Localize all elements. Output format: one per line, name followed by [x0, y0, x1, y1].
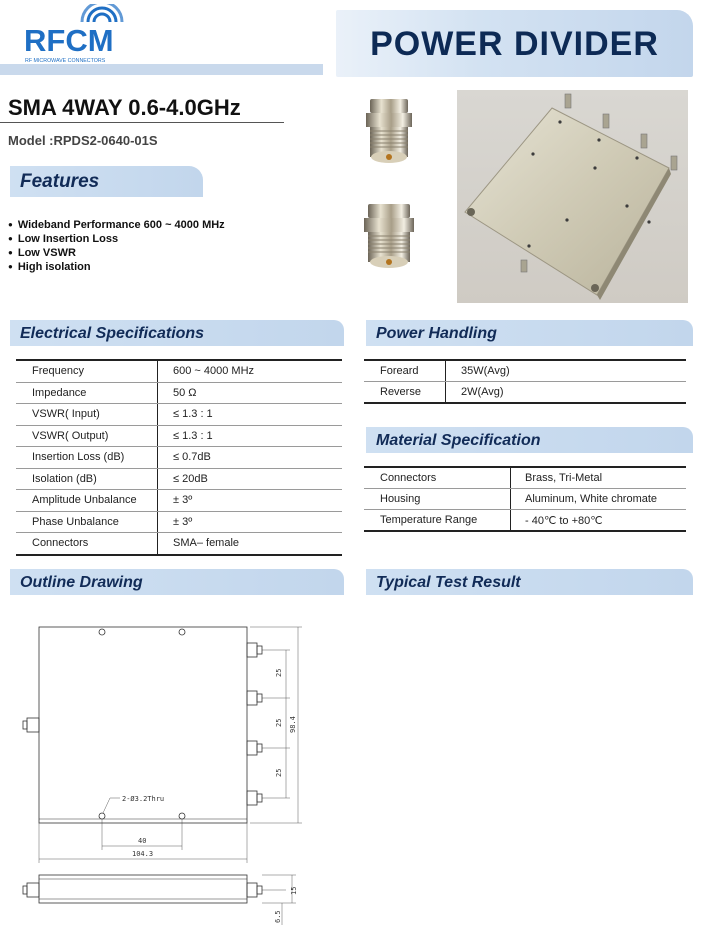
- spec-value: ≤ 1.3 : 1: [158, 425, 343, 447]
- electrical-heading: Electrical Specifications: [20, 325, 205, 342]
- spec-label: Temperature Range: [364, 510, 511, 532]
- dim-side-offset: 6.5: [274, 910, 282, 923]
- feature-item: ● Low VSWR: [8, 246, 225, 260]
- spec-value: - 40℃ to +80℃: [511, 510, 687, 532]
- table-row: [364, 467, 686, 489]
- power-heading: Power Handling: [376, 325, 497, 342]
- material-header: [366, 427, 693, 453]
- spec-label: Insertion Loss (dB): [16, 447, 158, 469]
- spec-value: 35W(Avg): [446, 360, 687, 382]
- table-row: [364, 510, 686, 532]
- table-row: [16, 360, 342, 382]
- table-row: [364, 382, 686, 404]
- table-row: [16, 511, 342, 533]
- spec-label: VSWR( Input): [16, 404, 158, 426]
- table-row: [16, 382, 342, 404]
- feature-item: ● Wideband Performance 600 ~ 4000 MHz: [8, 218, 225, 232]
- spec-value: Brass, Tri-Metal: [511, 467, 687, 489]
- table-row: [16, 425, 342, 447]
- table-row: [16, 447, 342, 469]
- sma-connector-photo: [352, 97, 422, 169]
- spec-label: Housing: [364, 489, 511, 510]
- dim-pitch: 25: [275, 718, 283, 727]
- dim-hole-spacing: 40: [138, 837, 147, 845]
- dim-pitch: 25: [275, 768, 283, 777]
- spec-value: 2W(Avg): [446, 382, 687, 404]
- dim-side-height: 15: [290, 886, 298, 895]
- spec-label: VSWR( Output): [16, 425, 158, 447]
- outline-drawing: [10, 605, 310, 931]
- table-row: [364, 489, 686, 510]
- table-row: [16, 404, 342, 426]
- model-number: Model :RPDS2-0640-01S: [8, 133, 158, 148]
- spec-value: ≤ 20dB: [158, 468, 343, 490]
- electrical-spec-table: [16, 359, 342, 556]
- test-heading: Typical Test Result: [376, 574, 521, 591]
- page-title: POWER DIVIDER: [370, 25, 659, 63]
- spec-label: Isolation (dB): [16, 468, 158, 490]
- spec-label: Connectors: [16, 533, 158, 555]
- spec-label: Connectors: [364, 467, 511, 489]
- dim-pitch: 25: [275, 668, 283, 677]
- title-banner: [336, 10, 693, 77]
- spec-label: Reverse: [364, 382, 446, 404]
- spec-value: ± 3º: [158, 511, 343, 533]
- feature-list: [8, 218, 225, 274]
- outline-header: [10, 569, 344, 595]
- features-heading: Features: [20, 171, 100, 192]
- features-header: [10, 166, 203, 197]
- material-spec-table: [364, 466, 686, 532]
- spec-value: Aluminum, White chromate: [511, 489, 687, 510]
- header-bar-left: [0, 64, 323, 75]
- product-title: SMA 4WAY 0.6-4.0GHz: [8, 95, 241, 120]
- sma-connector-photo: [352, 200, 422, 272]
- power-divider-photo: [457, 90, 688, 303]
- table-row: [16, 533, 342, 555]
- spec-value: 600 ~ 4000 MHz: [158, 360, 343, 382]
- feature-item: ● Low Insertion Loss: [8, 232, 225, 246]
- electrical-header: [10, 320, 344, 346]
- dim-height: 98.4: [289, 716, 297, 733]
- feature-item: ● High isolation: [8, 260, 225, 274]
- table-row: [16, 490, 342, 512]
- divider: [0, 122, 284, 123]
- spec-value: ≤ 1.3 : 1: [158, 404, 343, 426]
- power-handling-table: [364, 359, 686, 404]
- spec-label: Phase Unbalance: [16, 511, 158, 533]
- rfcm-logo: [22, 4, 132, 64]
- test-header: [366, 569, 693, 595]
- logo-tagline: RF MICROWAVE CONNECTORS: [25, 58, 106, 64]
- spec-value: ± 3º: [158, 490, 343, 512]
- table-row: [16, 468, 342, 490]
- hole-note: 2-Ø3.2Thru: [122, 795, 165, 803]
- spec-value: ≤ 0.7dB: [158, 447, 343, 469]
- spec-label: Amplitude Unbalance: [16, 490, 158, 512]
- spec-label: Impedance: [16, 382, 158, 404]
- spec-label: Foreard: [364, 360, 446, 382]
- logo-text: RFCM: [24, 23, 114, 58]
- dim-width: 104.3: [132, 850, 154, 858]
- power-header: [366, 320, 693, 346]
- outline-heading: Outline Drawing: [20, 574, 143, 591]
- table-row: [364, 360, 686, 382]
- spec-label: Frequency: [16, 360, 158, 382]
- spec-value: SMA– female: [158, 533, 343, 555]
- spec-value: 50 Ω: [158, 382, 343, 404]
- material-heading: Material Specification: [376, 432, 541, 449]
